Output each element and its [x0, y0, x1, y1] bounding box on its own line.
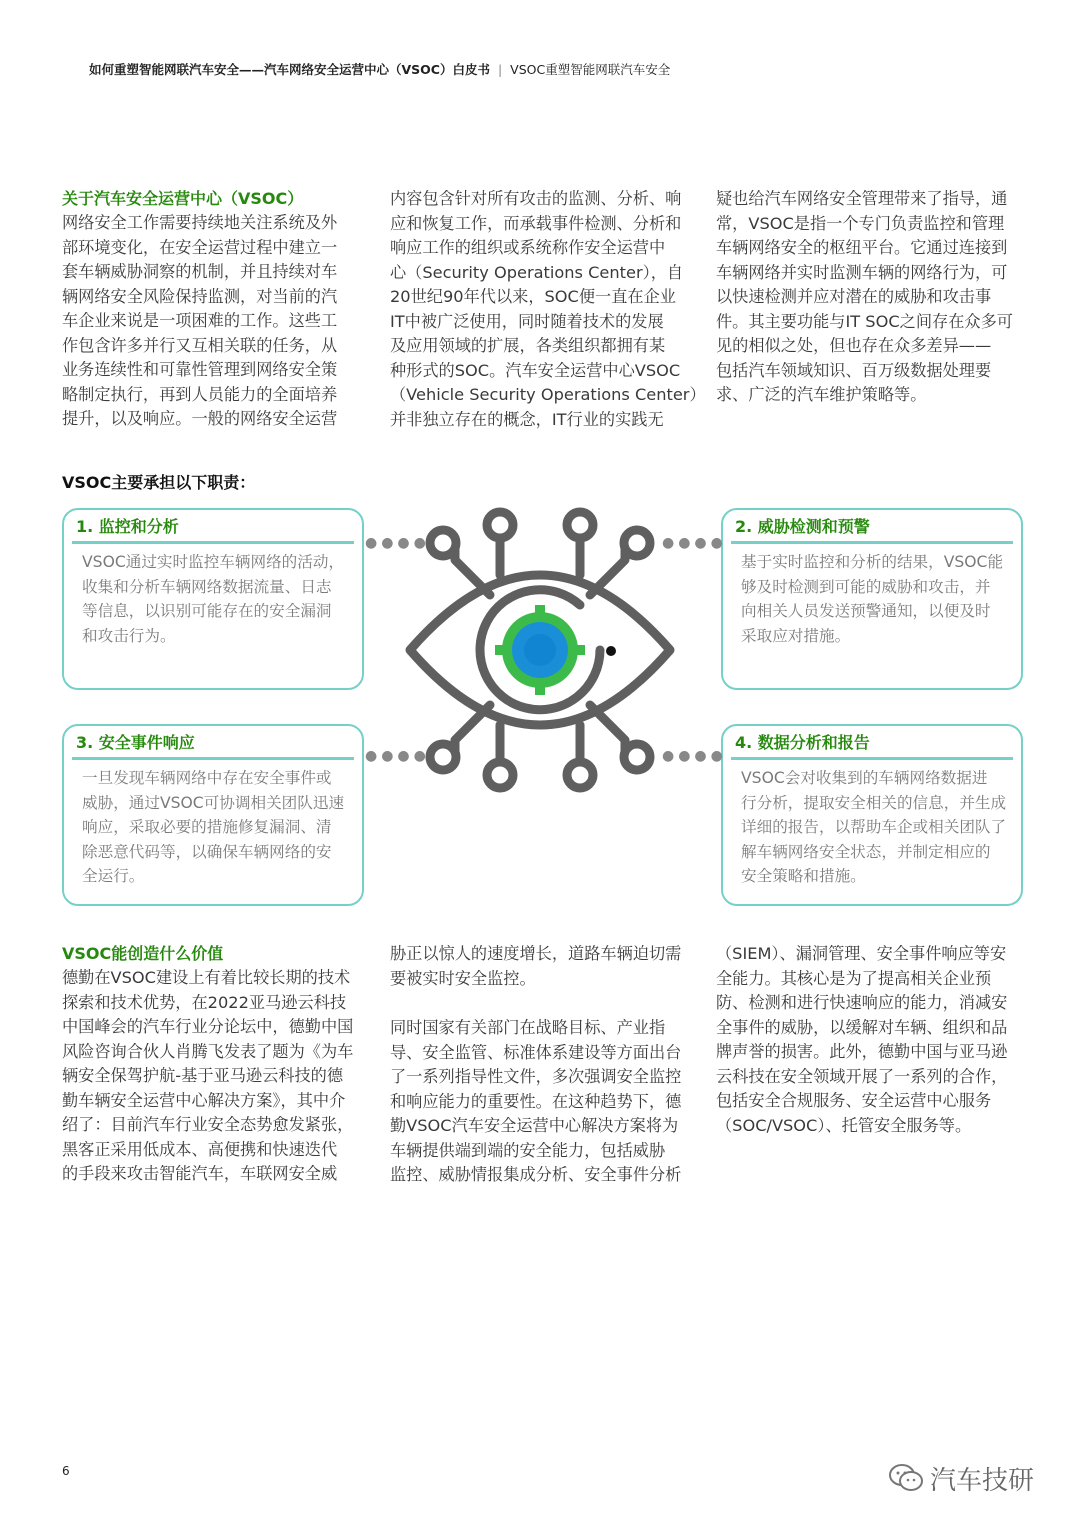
text-line: 响应，采取必要的措施修复漏洞、清	[82, 818, 332, 836]
page-number: 6	[62, 1464, 70, 1478]
text-line: 并非独立存在的概念，IT行业的实践无	[390, 409, 664, 429]
text-line: 全运行。	[82, 867, 145, 885]
connector-dots-bottom-right: ●●●●	[662, 748, 727, 764]
text-line: 和响应能力的重要性。在这种趋势下，德	[390, 1091, 682, 1111]
duty-box-title: 4. 数据分析和报告	[735, 733, 870, 752]
about-column-1	[62, 187, 366, 432]
text-line: 的手段来攻击智能汽车，车联网安全威	[62, 1164, 338, 1183]
text-line: 探索和技术优势，在2022亚马逊云科技	[62, 992, 347, 1012]
text-line: 要被实时安全监控。	[390, 968, 536, 988]
about-col2-text	[390, 187, 706, 432]
duty-box-title: 1. 监控和分析	[76, 517, 179, 536]
text-line: 采取应对措施。	[741, 626, 851, 645]
text-line: 详细的报告，以帮助车企或相关团队了	[741, 818, 1007, 836]
duty-box-title: 2. 威胁检测和预警	[735, 517, 870, 536]
text-line: 件。其主要功能与IT SOC之间存在众多可	[716, 311, 1013, 331]
duty-box-body	[64, 760, 362, 889]
text-line: 绍了：目前汽车行业安全态势愈发紧张，	[62, 1115, 354, 1134]
value-col1-text	[62, 966, 366, 1187]
text-line: 及应用领域的扩展，各类组织都拥有某	[390, 336, 666, 355]
text-line: 响应工作的组织或系统称作安全运营中	[390, 238, 666, 257]
text-line: 牌声誉的损害。此外，德勤中国与亚马逊	[716, 1042, 1008, 1061]
text-line: 安全策略和措施。	[741, 867, 866, 885]
about-heading: 关于汽车安全运营中心（VSOC）	[62, 189, 304, 208]
page-header	[89, 60, 670, 78]
text-line: 同时国家有关部门在战略目标、产业指	[390, 1018, 666, 1037]
text-line: 收集和分析车辆网络数据流量、日志	[82, 577, 332, 596]
duties-title: VSOC主要承担以下职责：	[62, 473, 256, 492]
text-line: 中国峰会的汽车行业分论坛中，德勤中国	[62, 1017, 354, 1036]
value-column-3	[716, 942, 1020, 1138]
text-line: 全事件的威胁，以缓解对车辆、组织和品	[716, 1017, 1008, 1037]
duty-box-body	[64, 544, 362, 648]
text-line: 除恶意代码等，以确保车辆网络的安	[82, 842, 332, 861]
text-line: 种形式的SOC。汽车安全运营中心VSOC	[390, 360, 681, 380]
text-line: VSOC会对收集到的车辆网络数据进	[741, 769, 988, 787]
text-line: 和攻击行为。	[82, 626, 176, 645]
text-line: 解车辆网络安全状态，并制定相应的	[741, 842, 991, 861]
text-line: 了一系列指导性文件，多次强调安全监控	[390, 1067, 682, 1086]
text-line: 20世纪90年代以来，SOC便一直在企业	[390, 287, 676, 306]
text-line: 应和恢复工作，而承载事件检测、分析和	[390, 213, 682, 233]
text-line: 疑也给汽车网络安全管理带来了指导，通	[716, 189, 1008, 208]
text-line: 求、广泛的汽车维护策略等。	[716, 385, 927, 404]
text-line: 够及时检测到可能的威胁和攻击，并	[741, 577, 991, 596]
duty-box-threat-detection	[721, 508, 1023, 690]
text-line: 辆网络安全风险保持监测，对当前的汽	[62, 286, 338, 306]
text-line: 套车辆威胁洞察的机制，并且持续对车	[62, 262, 338, 281]
text-line: 包括汽车领域知识、百万级数据处理要	[716, 360, 992, 380]
text-line: 德勤在VSOC建设上有着比较长期的技术	[62, 968, 351, 987]
duty-box-incident-response	[62, 724, 364, 906]
wechat-icon	[888, 1463, 924, 1500]
text-line: 一旦发现车辆网络中存在安全事件或	[82, 769, 332, 787]
header-separator: |	[497, 62, 503, 77]
text-line: 以快速检测并应对潜在的威胁和攻击事	[716, 287, 992, 306]
text-line: 行分析，提取安全相关的信息，并生成	[741, 793, 1007, 812]
text-line: （SOC/VSOC）、托管安全服务等。	[716, 1115, 972, 1135]
pupil-crosshair	[495, 605, 585, 695]
text-line: 胁正以惊人的速度增长，道路车辆迫切需	[390, 944, 682, 963]
text-line: （SIEM）、漏洞管理、安全事件响应等安	[716, 944, 1007, 963]
text-line: 全能力。其核心是为了提高相关企业预	[716, 968, 992, 988]
watermark	[888, 1460, 1034, 1500]
text-line: VSOC通过实时监控车辆网络的活动，	[82, 553, 345, 571]
value-col3-text	[716, 942, 1020, 1138]
text-line: 防、检测和进行快速响应的能力，消减安	[716, 993, 1008, 1012]
value-heading: VSOC能创造什么价值	[62, 944, 224, 963]
text-line: 网络安全工作需要持续地关注系统及外	[62, 213, 338, 232]
connector-dots-top-right: ●●●●	[662, 535, 727, 551]
text-line: 云科技在安全领域开展了一系列的合作，	[716, 1066, 1008, 1086]
duty-box-title: 3. 安全事件响应	[76, 733, 195, 752]
about-column-3	[716, 187, 1020, 408]
text-line: 见的相似之处，但也存在众多差异——	[716, 336, 992, 355]
text-line: 勤车辆安全运营中心解决方案》，其中介	[62, 1090, 346, 1110]
text-line: 等信息，以识别可能存在的安全漏洞	[82, 602, 332, 620]
about-column-2	[390, 187, 706, 432]
text-line: 心（Security Operations Center），自	[390, 262, 684, 282]
text-line: 包括安全合规服务、安全运营中心服务	[716, 1091, 992, 1110]
text-line: 提升，以及响应。一般的网络安全运营	[62, 409, 338, 428]
value-col2a-text	[390, 942, 692, 991]
text-line: 车企业来说是一项困难的工作。这些工	[62, 311, 338, 330]
text-line: 威胁，通过VSOC可协调相关团队迅速	[82, 793, 345, 812]
text-line: 常，VSOC是指一个专门负责监控和管理	[716, 213, 1005, 233]
connector-dots-bottom-left: ●●●●	[365, 748, 430, 764]
about-col3-text	[716, 187, 1020, 408]
about-col1-text	[62, 211, 366, 432]
text-line: IT中被广泛使用，同时随着技术的发展	[390, 311, 664, 331]
duty-box-monitoring	[62, 508, 364, 690]
text-line: 监控、威胁情报集成分析、安全事件分析	[390, 1165, 682, 1184]
text-line: 车辆网络并实时监测车辆的网络行为，可	[716, 262, 1008, 282]
text-line: 部环境变化，在安全运营过程中建立一	[62, 237, 338, 257]
watermark-text: 汽车技研	[930, 1466, 1035, 1496]
text-line: （Vehicle Security Operations Center）	[390, 385, 706, 404]
eye-network-icon	[395, 505, 685, 795]
connector-dots-top-left: ●●●●	[365, 535, 430, 551]
value-col2b-text	[390, 1016, 692, 1188]
value-column-1	[62, 942, 366, 1187]
text-line: 业务连续性和可靠性管理到网络安全策	[62, 360, 338, 379]
duty-box-data-analysis	[721, 724, 1023, 906]
value-column-2	[390, 942, 692, 1188]
text-line: 导、安全监管、标准体系建设等方面出台	[390, 1042, 682, 1062]
text-line: 作包含许多并行又互相关联的任务，从	[62, 335, 338, 355]
text-line: 向相关人员发送预警通知，以便及时	[741, 602, 991, 620]
duty-box-body	[723, 544, 1021, 648]
text-line: 风险咨询合伙人肖腾飞发表了题为《为车	[62, 1041, 354, 1061]
header-title: 如何重塑智能网联汽车安全——汽车网络安全运营中心（VSOC）白皮书	[89, 62, 490, 77]
text-line: 车辆网络安全的枢纽平台。它通过连接到	[716, 238, 1008, 257]
duty-box-body	[723, 760, 1021, 889]
text-line: 基于实时监控和分析的结果，VSOC能	[741, 553, 1004, 571]
header-subtitle: VSOC重塑智能网联汽车安全	[510, 62, 671, 77]
text-line: 车辆提供端到端的安全能力，包括威胁	[390, 1140, 666, 1160]
text-line: 黑客正采用低成本、高便携和快速迭代	[62, 1139, 338, 1159]
text-line: 勤VSOC汽车安全运营中心解决方案将为	[390, 1116, 679, 1135]
text-line: 略制定执行，再到人员能力的全面培养	[62, 384, 338, 404]
text-line: 辆安全保驾护航-基于亚马逊云科技的德	[62, 1066, 344, 1085]
text-line: 内容包含针对所有攻击的监测、分析、响	[390, 189, 682, 208]
